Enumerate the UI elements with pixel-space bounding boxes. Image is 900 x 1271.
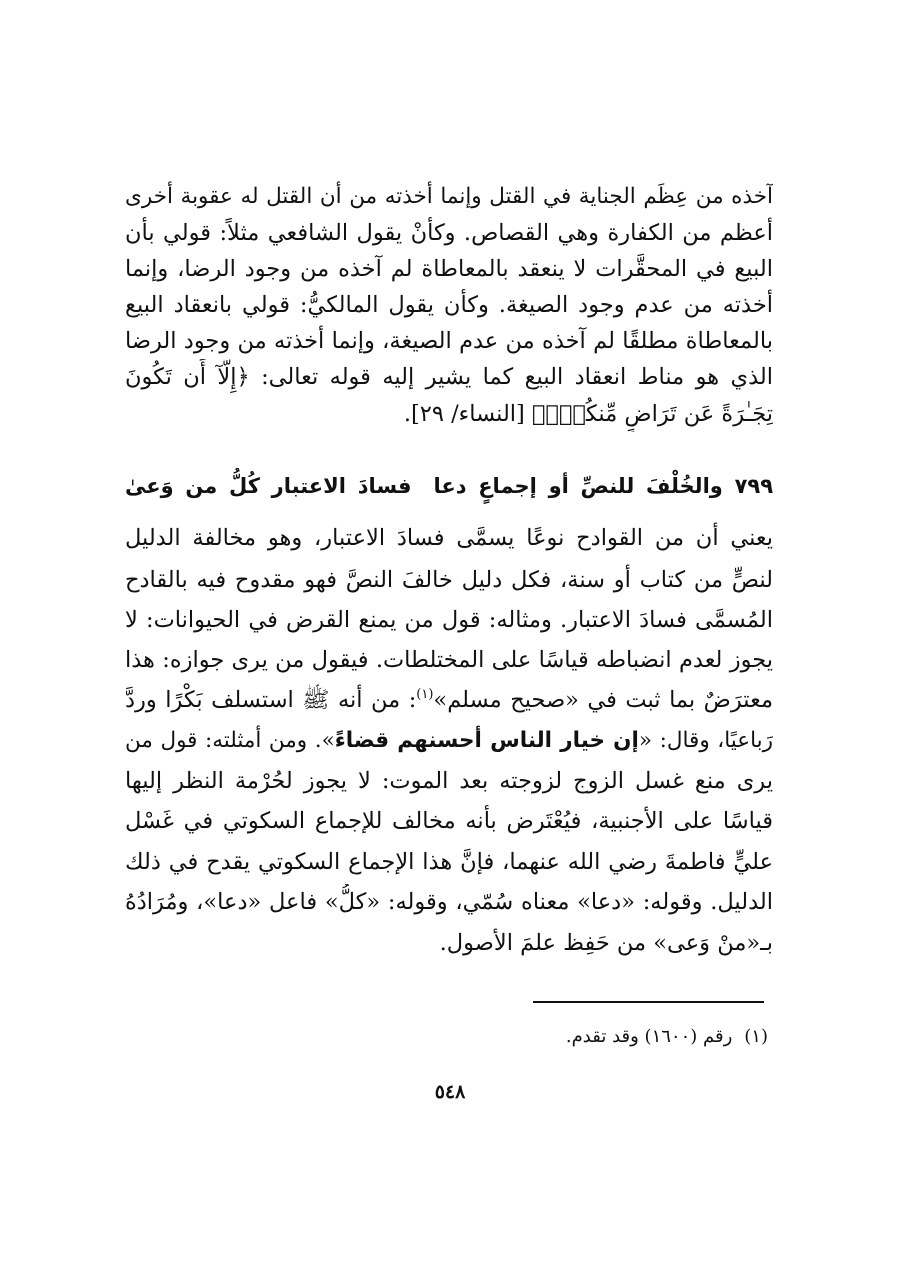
- quran-reference: [النساء/ ٢٩].: [403, 401, 532, 427]
- footnote-number: (١): [744, 1026, 768, 1047]
- text-line: المُسمَّى فسادَ الاعتبار. ومثاله: قول من يمنع القرض في الحيوانات: لا: [125, 607, 773, 633]
- text-run: الذي هو مناط انعقاد البيع كما يشير إليه قوله تعالى:: [249, 364, 773, 390]
- text-line: لنصٍّ من كتاب أو سنة، فكل دليل خالفَ النصَّ فهو مقدوح فيه بالقادح: [125, 567, 773, 593]
- verse-number: ٧٩٩: [734, 474, 773, 498]
- quran-verse-end: تِجَـٰرَةً عَن تَرَاضٍ مِّنكُمْۚ﴾: [532, 401, 773, 427]
- text-line: [125, 396, 773, 432]
- quran-verse-start: ﴿إِلَّآ أَن تَكُونَ: [125, 364, 250, 390]
- text-line: [125, 359, 773, 395]
- text-line: [125, 682, 773, 718]
- text-line: الدليل. وقوله: «دعا» معناه سُمّي، وقوله: «كلُّ» فاعل «دعا»، ومُرَادُهُ: [125, 889, 773, 915]
- verse-hemistich-1: والخُلْفَ للنصِّ أو إجماعٍ دعا: [433, 474, 723, 498]
- footnote-separator: [533, 1001, 764, 1003]
- text-line: يعني أن من القوادح نوعًا يسمَّى فسادَ الاعتبار، وهو مخالفة الدليل: [125, 525, 773, 551]
- hadith-quote: إن خيار الناس أحسنهم قضاءً: [334, 728, 639, 753]
- footnote-ref[interactable]: (١): [416, 687, 434, 702]
- text-line: بالمعاطاة مطلقًا لم آخذه من عدم الصيغة، وإنما أخذته من وجود الرضا: [125, 328, 773, 354]
- text-line: آخذه من عِظَم الجناية في القتل وإنما أخذته من أن القتل له عقوبة أخرى: [125, 184, 773, 209]
- text-line: البيع في المحقَّرات لا ينعقد بالمعاطاة لم آخذه من وجود الرضا، وإنما: [125, 256, 773, 282]
- text-line: عليٍّ فاطمةَ رضي الله عنهما، فإنَّ هذا الإجماع السكوتي يقدح في ذلك: [125, 849, 773, 875]
- text-run: ». ومن أمثلته: قول من: [125, 728, 335, 753]
- text-line: يجوز لعدم انضباطه قياسًا على المختلطات. فيقول من يرى جوازه: هذا: [125, 647, 773, 673]
- text-line: أعظم من الكفارة وهي القصاص. وكأنْ يقول الشافعي مثلاً: قولي بأن: [125, 220, 773, 246]
- footnote: [566, 1023, 768, 1051]
- text-line: بـ«منْ وَعى» من حَفِظ علمَ الأصول.: [439, 930, 773, 956]
- text-line: قياسًا على الأجنبية، فيُعْتَرض بأنه مخالف للإجماع السكوتي في غَسْل: [125, 808, 773, 834]
- text-line: [125, 723, 773, 759]
- text-line: أخذته من عدم وجود الصيغة. وكأن يقول المالكيُّ: قولي بانعقاد البيع: [125, 292, 773, 318]
- text-run: معترَضٌ بما ثبت في «صحيح مسلم»: [433, 687, 773, 713]
- footnote-text: رقم (١٦٠٠) وقد تقدم.: [565, 1026, 733, 1047]
- text-run: رَباعيًا، وقال: «: [638, 728, 773, 753]
- text-run: : من أنه ﷺ استسلف بَكْرًا وردَّ: [125, 687, 417, 713]
- verse-heading: [125, 468, 773, 504]
- verse-hemistich-2: فسادَ الاعتبار كُلُّ من وَعىٰ: [125, 474, 412, 498]
- text-line: يرى منع غسل الزوج لزوجته بعد الموت: لا يجوز لحُرْمة النظر إليها: [125, 768, 773, 794]
- page-number: ٥٤٨: [434, 1081, 466, 1103]
